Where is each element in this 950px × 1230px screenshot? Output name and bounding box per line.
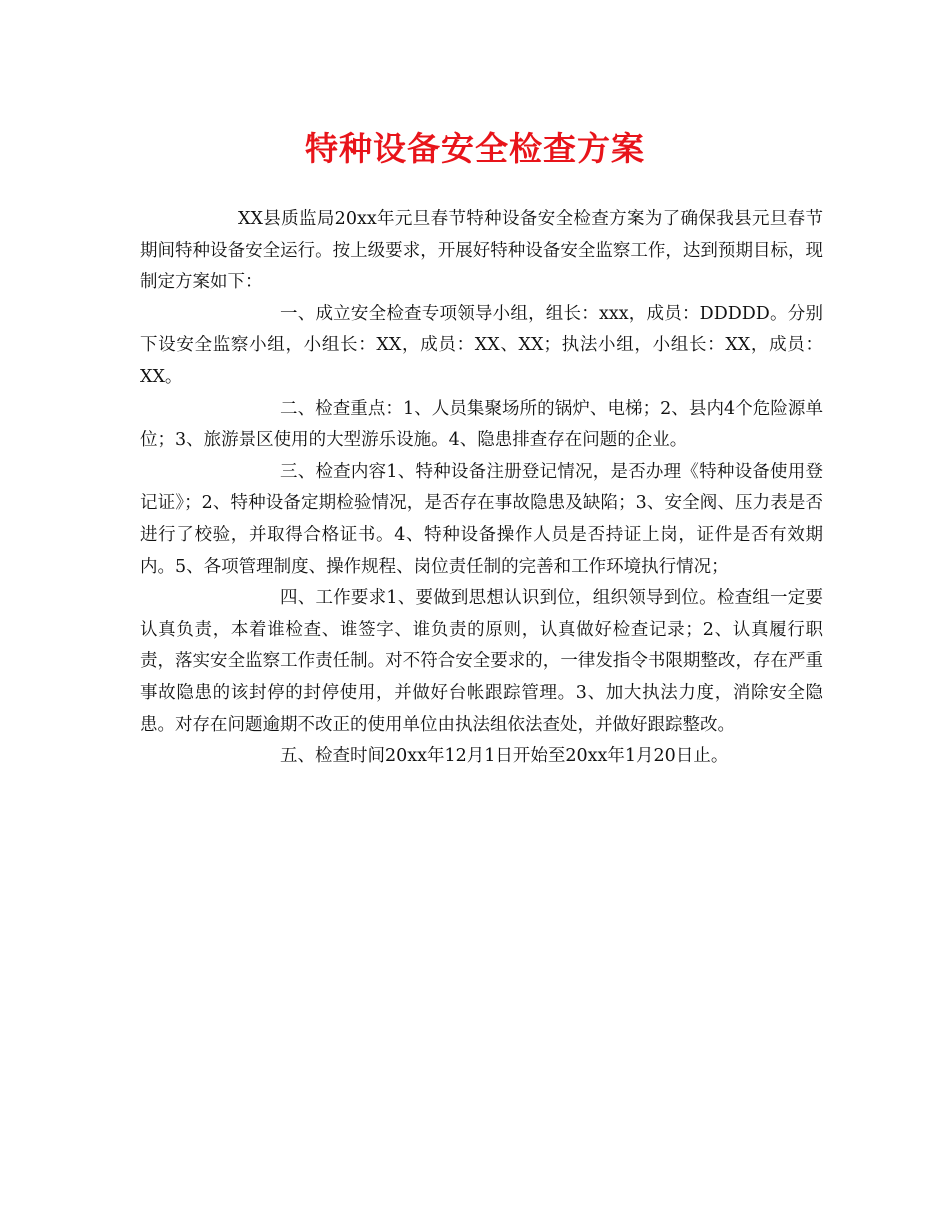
intro-paragraph: XX县质监局20xx年元旦春节特种设备安全检查方案为了确保我县元旦春节期间特种设备安全运行。按上级要求，开展好特种设备安全监察工作，达到预期目标，现制定方案如下： bbox=[140, 209, 823, 293]
document-title: 特种设备安全检查方案 bbox=[305, 129, 645, 168]
section-3-paragraph: 三、检查内容1、特种设备注册登记情况，是否办理《特种设备使用登记证》；2、特种设备定期检验情况，是否存在事故隐患及缺陷；3、安全阀、压力表是否进行了校验，并取得合格证书。4、特种设备操作人员是否持证上岗，证件是否有效期内。5、各项管理制度、操作规程、岗位责任制的完善和工作环境执行情况； bbox=[140, 461, 823, 577]
section-1-paragraph: 一、成立安全检查专项领导小组，组长：xxx，成员：DDDDD。分别下设安全监察小组，小组长：XX，成员：XX、XX；执法小组，小组长：XX，成员：XX。 bbox=[140, 303, 823, 387]
section-5-paragraph: 五、检查时间20xx年12月1日开始至20xx年1月20日止。 bbox=[280, 746, 729, 767]
section-4-paragraph: 四、工作要求1、要做到思想认识到位，组织领导到位。检查组一定要认真负责，本着谁检查、谁签字、谁负责的原则，认真做好检查记录；2、认真履行职责，落实安全监察工作责任制。对不符合安全要求的，一律发指令书限期整改，存在严重事故隐患的该封停的封停使用，并做好台帐跟踪管理。3、加大执法力度，消除安全隐患。对存在问题逾期不改正的使用单位由执法组依法查处，并做好跟踪整改。 bbox=[140, 588, 823, 735]
section-2-paragraph: 二、检查重点：1、人员集聚场所的锅炉、电梯；2、县内4个危险源单位；3、旅游景区使用的大型游乐设施。4、隐患排查存在问题的企业。 bbox=[140, 398, 823, 451]
document-body bbox=[140, 204, 823, 773]
